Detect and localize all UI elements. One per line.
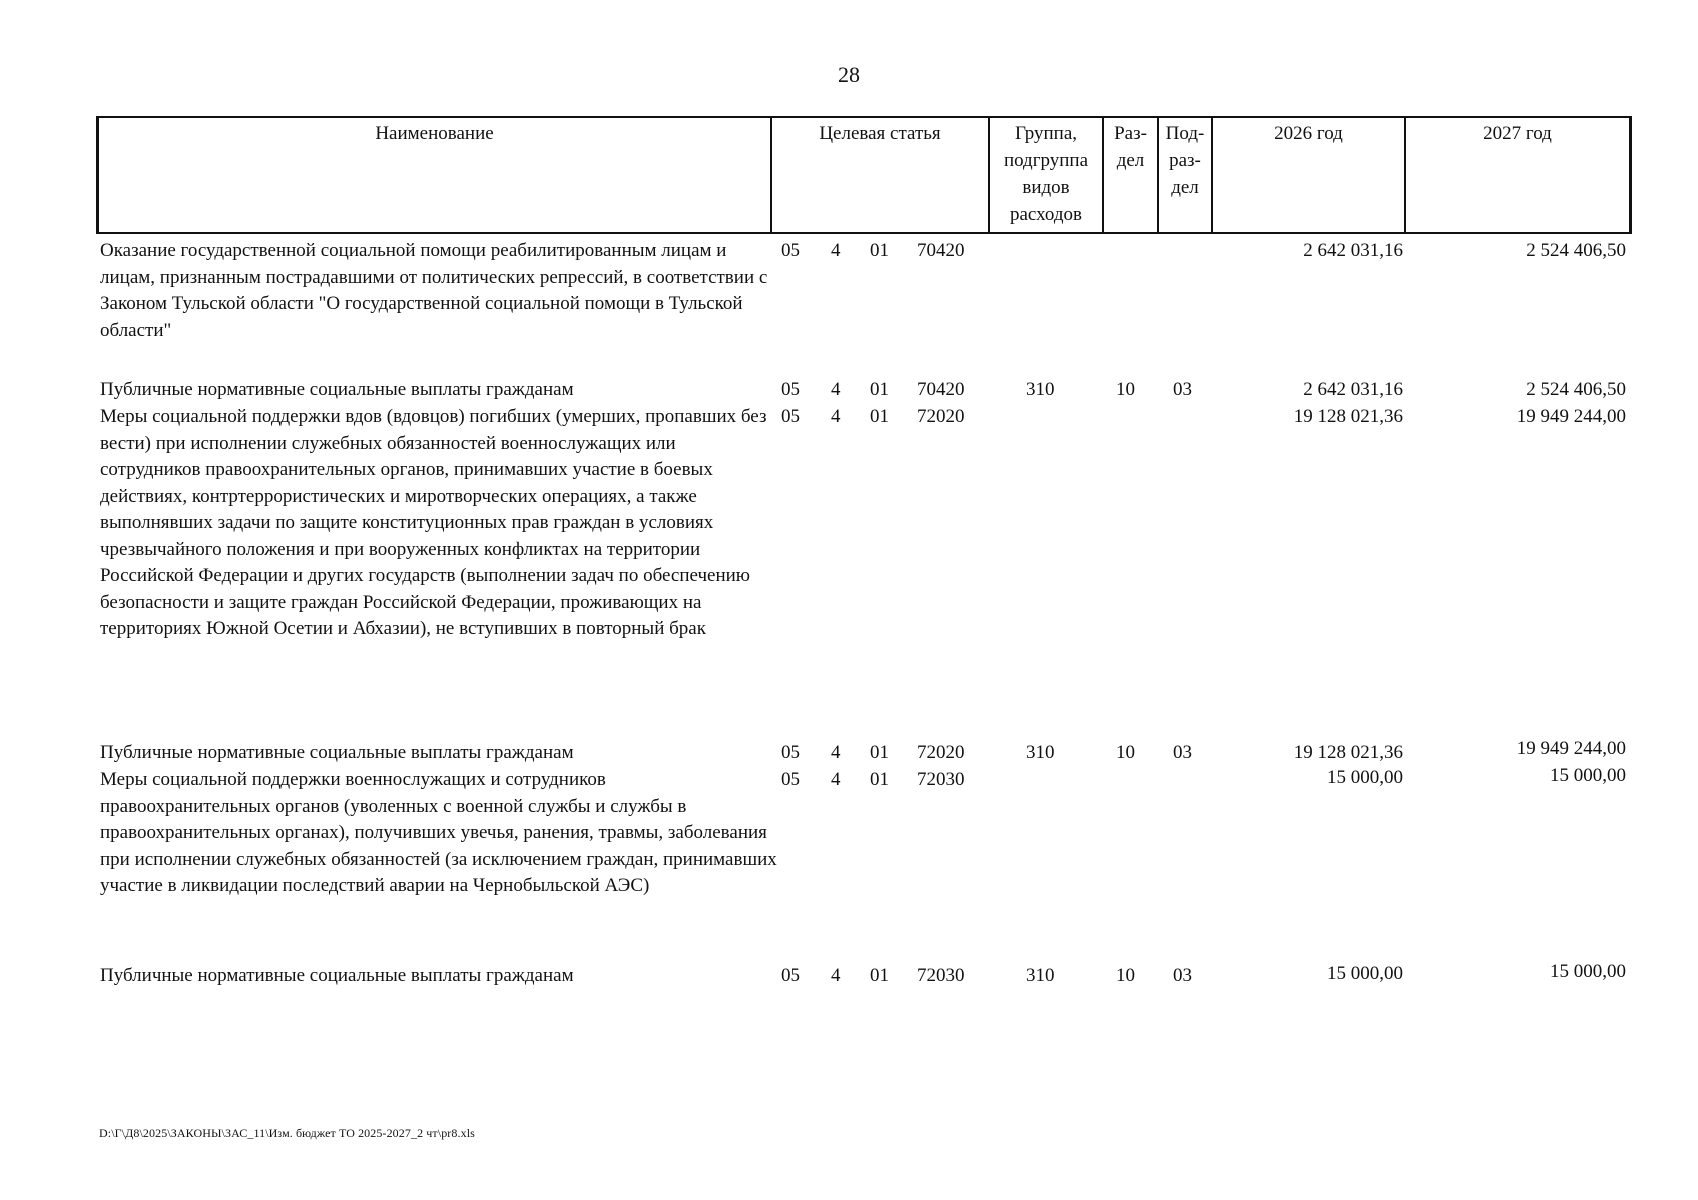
target-main-event: 01 bbox=[870, 742, 889, 763]
amount-2027: 19 949 244,00 bbox=[1516, 738, 1626, 759]
target-subprogram: 4 bbox=[831, 965, 841, 986]
section-code: 10 bbox=[1116, 965, 1135, 986]
amount-2027: 2 524 406,50 bbox=[1526, 379, 1626, 400]
target-program: 05 bbox=[781, 240, 800, 261]
header-2026-label: 2026 год bbox=[1274, 123, 1343, 144]
target-direction: 72020 bbox=[917, 742, 965, 763]
target-subprogram: 4 bbox=[831, 379, 841, 400]
amount-2027: 15 000,00 bbox=[1550, 765, 1626, 786]
target-program: 05 bbox=[781, 379, 800, 400]
header-section-label: Раз-дел bbox=[1114, 123, 1147, 171]
header-section bbox=[1102, 116, 1159, 234]
header-name-label: Наименование bbox=[375, 123, 494, 144]
header-target-label: Целевая статья bbox=[819, 123, 941, 144]
header-name bbox=[96, 116, 772, 234]
amount-2026: 2 642 031,16 bbox=[1303, 240, 1403, 261]
target-direction: 70420 bbox=[917, 240, 965, 261]
subsection-code: 03 bbox=[1173, 742, 1192, 763]
header-2026 bbox=[1211, 116, 1406, 234]
header-2027 bbox=[1404, 116, 1632, 234]
budget-table bbox=[96, 116, 1632, 1016]
row-name: Публичные нормативные социальные выплаты гражданам bbox=[100, 965, 574, 986]
section-code: 10 bbox=[1116, 379, 1135, 400]
amount-2027: 19 949 244,00 bbox=[1516, 406, 1626, 427]
target-subprogram: 4 bbox=[831, 742, 841, 763]
amount-2026: 15 000,00 bbox=[1327, 963, 1403, 984]
header-subsection bbox=[1157, 116, 1213, 234]
target-program: 05 bbox=[781, 406, 800, 427]
target-main-event: 01 bbox=[870, 406, 889, 427]
target-program: 05 bbox=[781, 742, 800, 763]
target-main-event: 01 bbox=[870, 379, 889, 400]
row-name: Оказание государственной социальной помощи реабилитированным лицам и лицам, признанным пострадавшими от политических репрессий, в соответствии с Законом Тульской области "О государственной социальной помощи в Тульской области" bbox=[100, 240, 768, 341]
target-program: 05 bbox=[781, 965, 800, 986]
target-subprogram: 4 bbox=[831, 406, 841, 427]
header-group bbox=[988, 116, 1104, 234]
target-subprogram: 4 bbox=[831, 769, 841, 790]
subsection-code: 03 bbox=[1173, 379, 1192, 400]
expense-group: 310 bbox=[1026, 965, 1055, 986]
target-direction: 72030 bbox=[917, 965, 965, 986]
amount-2026: 19 128 021,36 bbox=[1293, 406, 1403, 427]
row-name: Меры социальной поддержки военнослужащих и сотрудников правоохранительных органов (уволенных с военной службы и службы в правоохранительных органах), получивших увечья, ранения, травмы, заболевания при исполнении служебных обязанностей (за исключением граждан, принимавших участие в ликвидации последствий аварии на Чернобыльской АЭС) bbox=[100, 769, 777, 896]
target-direction: 70420 bbox=[917, 379, 965, 400]
header-group-label: Группа, подгруппа видов расходов bbox=[1003, 123, 1089, 225]
expense-group: 310 bbox=[1026, 379, 1055, 400]
header-subsection-label: Под-раз-дел bbox=[1165, 123, 1205, 198]
amount-2027: 15 000,00 bbox=[1550, 961, 1626, 982]
subsection-code: 03 bbox=[1173, 965, 1192, 986]
section-code: 10 bbox=[1116, 742, 1135, 763]
row-name: Меры социальной поддержки вдов (вдовцов) погибших (умерших, пропавших без вести) при исполнении служебных обязанностей военнослужащих или сотрудников правоохранительных органов, принимавших участие в боевых действиях, контртеррористических и миротворческих операциях, а также выполнявших задачи по защите конституционных прав граждан в условиях чрезвычайного положения и при вооруженных конфликтах на территории Российской Федерации и других государств (выполнении задач по обеспечению безопасности и защите граждан Российской Федерации, проживающих на территориях Южной Осетии и Абхазии), не вступивших в повторный брак bbox=[100, 406, 767, 639]
file-path-footer: D:\Г\Д8\2025\ЗАКОНЫ\ЗАС_11\Изм. бюджет ТО 2025-2027_2 чт\pr8.xls bbox=[99, 1126, 475, 1140]
row-name: Публичные нормативные социальные выплаты гражданам bbox=[100, 379, 574, 400]
amount-2027: 2 524 406,50 bbox=[1526, 240, 1626, 261]
row-name: Публичные нормативные социальные выплаты гражданам bbox=[100, 742, 574, 763]
amount-2026: 2 642 031,16 bbox=[1303, 379, 1403, 400]
target-main-event: 01 bbox=[870, 965, 889, 986]
target-main-event: 01 bbox=[870, 240, 889, 261]
expense-group: 310 bbox=[1026, 742, 1055, 763]
target-program: 05 bbox=[781, 769, 800, 790]
amount-2026: 15 000,00 bbox=[1327, 767, 1403, 788]
page-number: 28 bbox=[838, 62, 860, 87]
target-direction: 72020 bbox=[917, 406, 965, 427]
target-main-event: 01 bbox=[870, 769, 889, 790]
target-direction: 72030 bbox=[917, 769, 965, 790]
header-target bbox=[770, 116, 990, 234]
amount-2026: 19 128 021,36 bbox=[1293, 742, 1403, 763]
header-2027-label: 2027 год bbox=[1483, 123, 1552, 144]
target-subprogram: 4 bbox=[831, 240, 841, 261]
